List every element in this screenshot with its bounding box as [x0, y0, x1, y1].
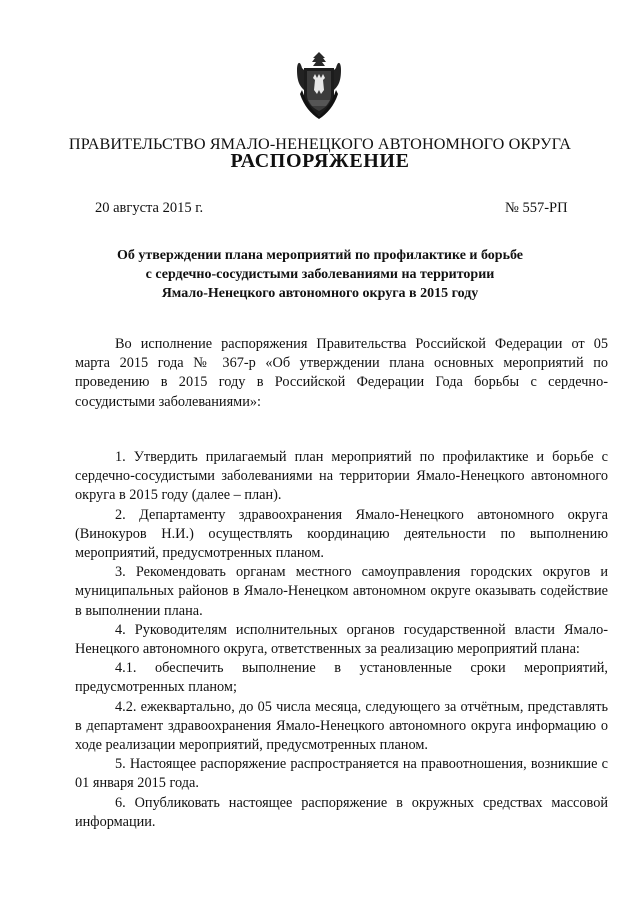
yamal-nenets-coat-of-arms-icon [296, 50, 342, 120]
document-subject [80, 246, 560, 303]
order-item: 4. Руководителям исполнительных органов государственной власти Ямало-Ненецкого автономного округа, ответственных за реализацию мероприятий плана: [75, 621, 608, 658]
order-item: 2. Департаменту здравоохранения Ямало-Ненецкого автономного округа (Винокуров Н.И.) осуществлять координацию деятельности по выполнению мероприятий, предусмотренных планом. [75, 506, 608, 562]
order-item: 1. Утвердить прилагаемый план мероприятий по профилактике и борьбе с сердечно-сосудистыми заболеваниями на территории Ямало-Ненецкого автономного округа в 2015 году (далее – план). [75, 449, 608, 504]
subject-line: Об утверждении плана мероприятий по профилактике и борьбе [116, 248, 524, 263]
preamble-section [75, 335, 608, 412]
order-item: 4.1. обеспечить выполнение в установленные сроки мероприятий, предусмотренных планом; [75, 660, 608, 696]
order-item: 4.2. ежеквартально, до 05 числа месяца, следующего за отчётным, представлять в департамент здравоохранения Ямало-Ненецкого автономного округа информацию о ходе реализации мероприятий, предусмотренных планом. [75, 698, 608, 754]
subject-line: с сердечно-сосудистыми заболеваниями на территории [145, 267, 495, 282]
preamble-paragraph: Во исполнение распоряжения Правительства Российской Федерации от 05 марта 2015 года № 367-р «Об утверждении плана основных мероприятий по проведению в 2015 году в Российской Федерации Года борьбы с сердечно-сосудистыми заболеваниями»: [75, 336, 608, 410]
order-item: 6. Опубликовать настоящее распоряжение в окружных средствах массовой информации. [75, 794, 608, 830]
order-item: 5. Настоящее распоряжение распространяется на правоотношения, возникшие с 01 января 2015 года. [75, 756, 608, 792]
document-date: 20 августа 2015 г. [95, 200, 204, 216]
subject-line: Ямало-Ненецкого автономного округа в 2015 году [161, 286, 479, 301]
government-title: ПРАВИТЕЛЬСТВО ЯМАЛО-НЕНЕЦКОГО АВТОНОМНОГО ОКРУГА [68, 135, 572, 153]
document-number: № 557-РП [505, 200, 568, 216]
ordered-items [75, 448, 608, 832]
order-item: 3. Рекомендовать органам местного самоуправления городских округов и муниципальных районов в Ямало-Ненецком автономном округе оказывать содействие в выполнении плана. [75, 564, 608, 619]
document-type-heading: РАСПОРЯЖЕНИЕ [230, 150, 410, 172]
